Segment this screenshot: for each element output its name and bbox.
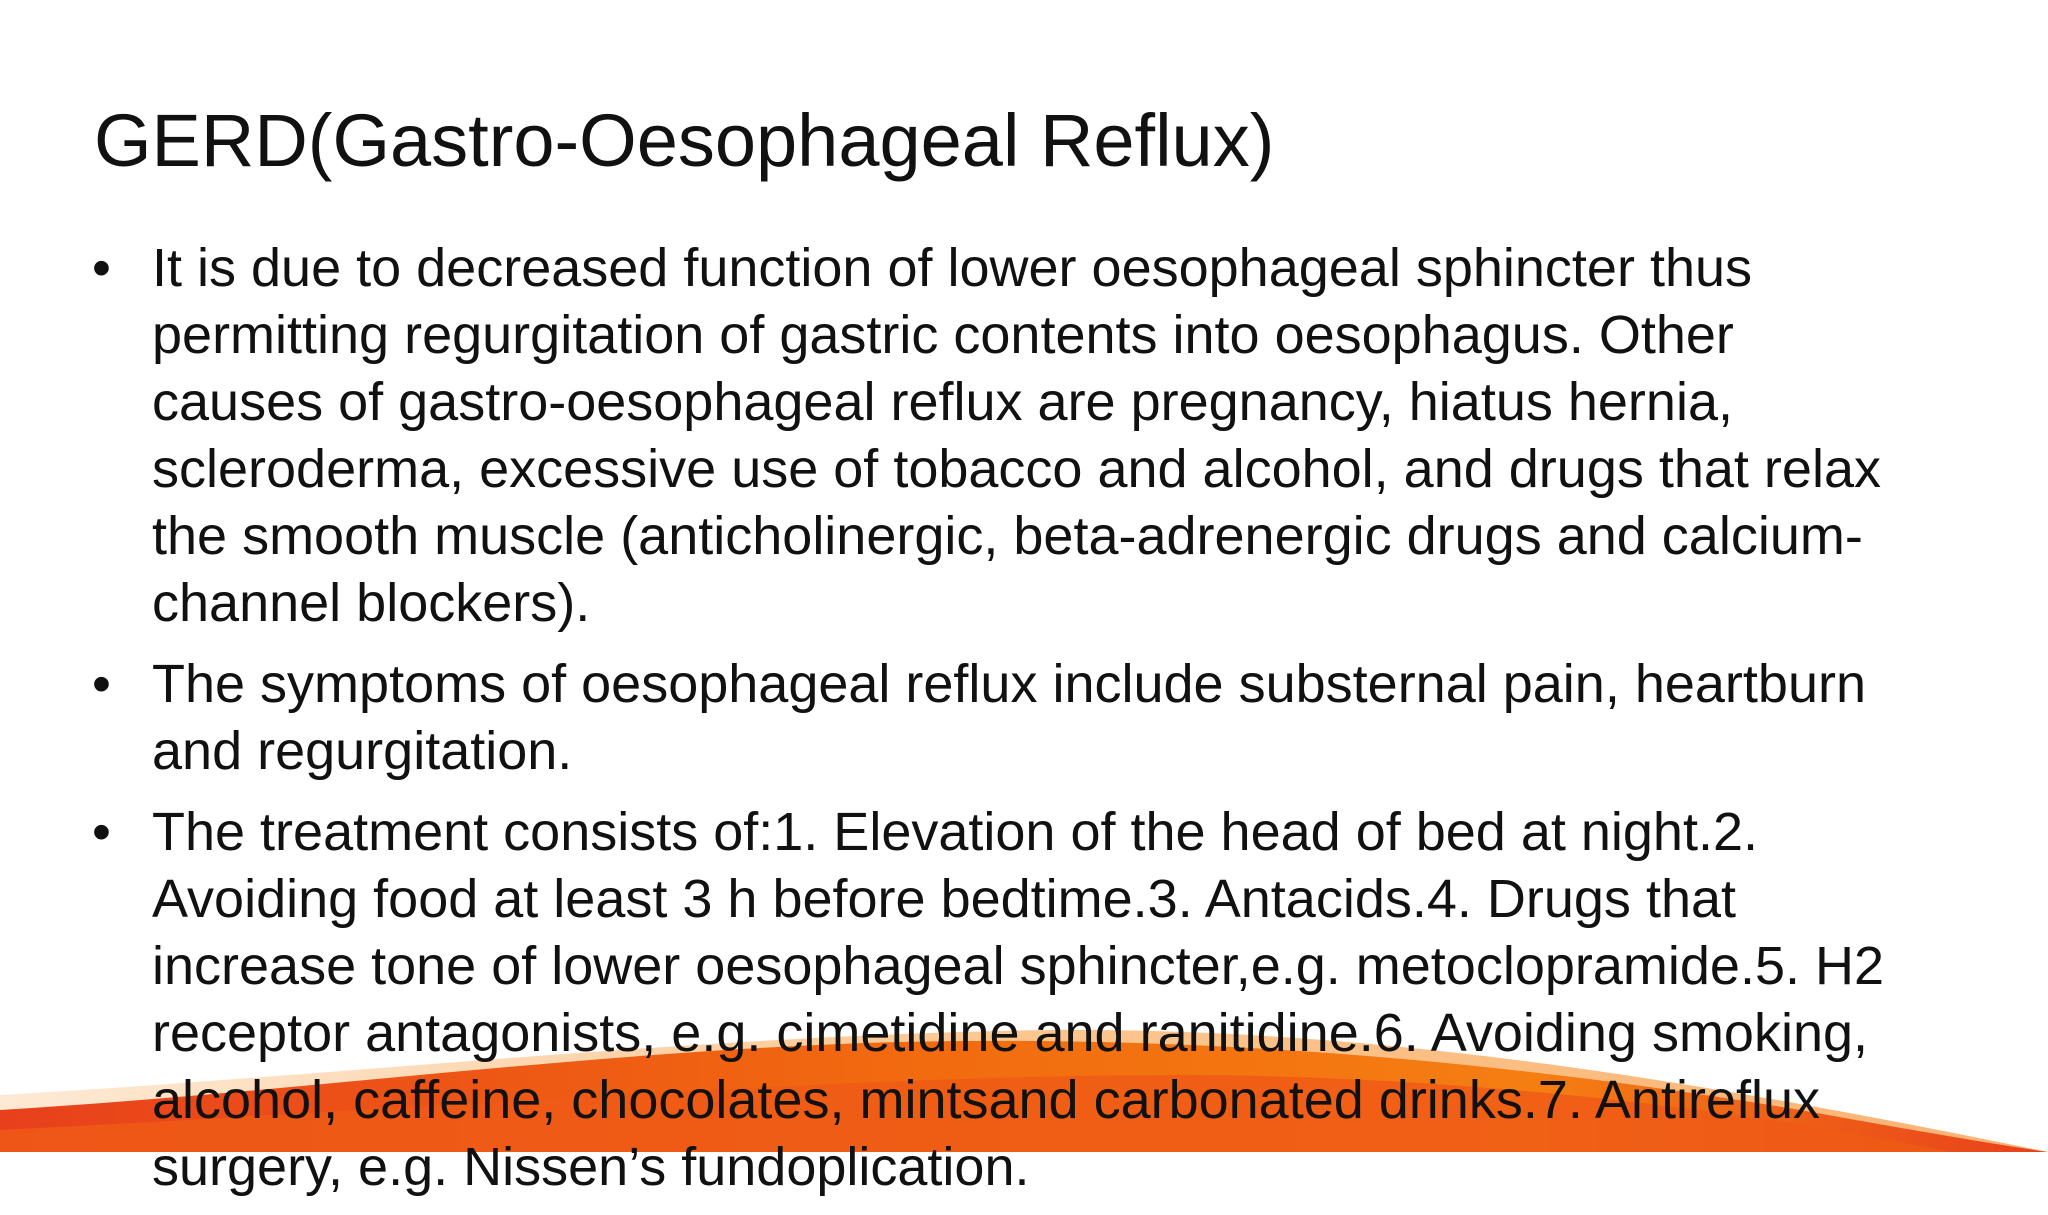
bullet-marker: • — [92, 238, 111, 298]
bullet-text-line: channel blockers). — [152, 573, 591, 633]
bullet-item-symptoms — [0, 651, 1952, 785]
bullet-item-cause — [0, 235, 1952, 637]
bullet-text-line: receptor antagonists, e.g. cimetidine and ranitidine.6. Avoiding smoking, — [152, 1003, 1869, 1063]
bullet-text-line: Avoiding food at least 3 h before bedtime.3. Antacids.4. Drugs that — [152, 869, 1737, 929]
bullet-text-line: the smooth muscle (anticholinergic, beta-adrenergic drugs and calcium- — [152, 506, 1863, 566]
bullet-text-line: surgery, e.g. Nissen’s fundoplication. — [152, 1137, 1030, 1197]
bullet-text-line: permitting regurgitation of gastric contents into oesophagus. Other — [152, 305, 1734, 365]
bullet-text-line: increase tone of lower oesophageal sphincter,e.g. metoclopramide.5. H2 — [152, 936, 1885, 996]
slide-title: GERD(Gastro-Oesophageal Reflux) — [94, 99, 1275, 182]
bullet-text-line: and regurgitation. — [152, 721, 573, 781]
bullet-text-line: scleroderma, excessive use of tobacco and alcohol, and drugs that relax — [152, 439, 1881, 499]
bullet-text-line: alcohol, caffeine, chocolates, mintsand carbonated drinks.7. Antireflux — [152, 1070, 1820, 1130]
bullet-text-line: It is due to decreased function of lower oesophageal sphincter thus — [152, 238, 1753, 298]
bullet-item-treatment — [0, 799, 1952, 1201]
bullet-marker: • — [92, 802, 111, 862]
bullet-list — [0, 235, 2048, 1215]
bullet-text-line: The treatment consists of:1. Elevation of the head of bed at night.2. — [152, 802, 1758, 862]
bullet-text-line: causes of gastro-oesophageal reflux are pregnancy, hiatus hernia, — [152, 372, 1733, 432]
bullet-marker: • — [92, 654, 111, 714]
bullet-text-line: The symptoms of oesophageal reflux include substernal pain, heartburn — [152, 654, 1866, 714]
